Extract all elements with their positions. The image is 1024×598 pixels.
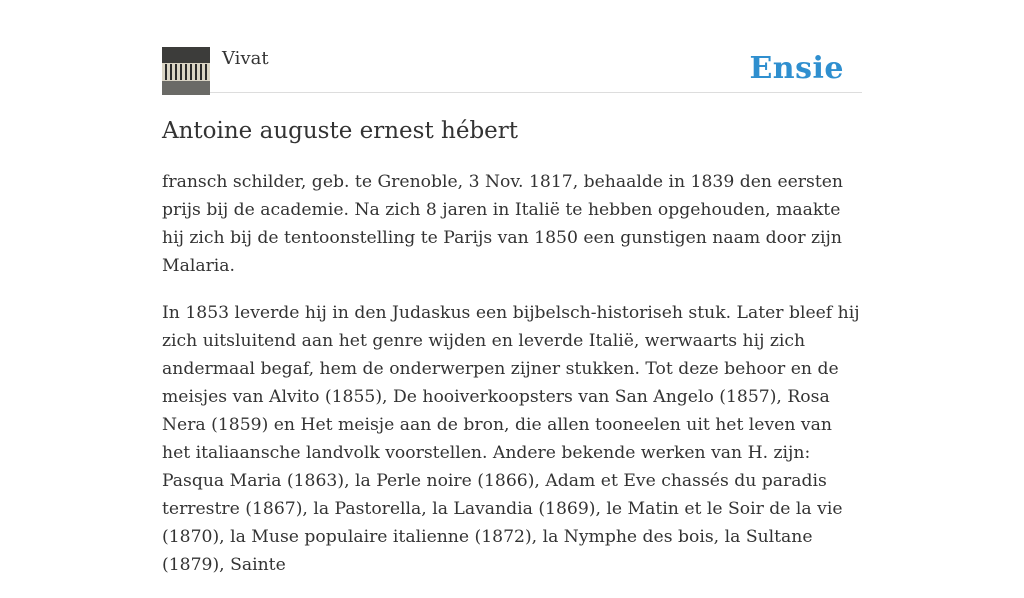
username-link[interactable]: Vivat [222, 48, 269, 69]
paragraph: In 1853 leverde hij in den Judaskus een bijbelsch-historiseh stuk. Later bleef hij zich uitsluitend aan het genre wijden en leverde Italië, werwaarts hij zich andermaal begaf, hem de onderwerpen zijner stukken. Tot deze behoor en de meisjes van Alvito (1855), De hooiverkoopsters van San Angelo (1857), Rosa Nera (1859) en Het meisje aan de bron, die allen tooneelen uit het leven van het italiaansche landvolk voorstellen. Andere bekende werken van H. zijn: Pasqua Maria (1863), la Perle noire (1866), Adam et Eve chassés du paradis terrestre (1867), la Pastorella, la Lavandia (1869), le Matin et le Soir de la vie (1870), la Muse populaire italienne (1872), la Nymphe des bois, la Sultane (1879), Sainte [162, 303, 860, 575]
paragraph: fransch schilder, geb. te Grenoble, 3 Nov. 1817, behaalde in 1839 den eersten prijs bij de academie. Na zich 8 jaren in Italië te hebben opgehouden, maakte hij zich bij de tentoonstelling te Parijs van 1850 een gunstigen naam door zijn Malaria. [162, 172, 843, 276]
user-avatar[interactable] [162, 47, 210, 95]
article-title: Antoine auguste ernest hébert [162, 118, 519, 144]
ensie-logo[interactable]: Ensie [749, 51, 844, 86]
article-body [162, 168, 862, 598]
avatar-image [162, 47, 210, 95]
site-header [162, 46, 862, 93]
